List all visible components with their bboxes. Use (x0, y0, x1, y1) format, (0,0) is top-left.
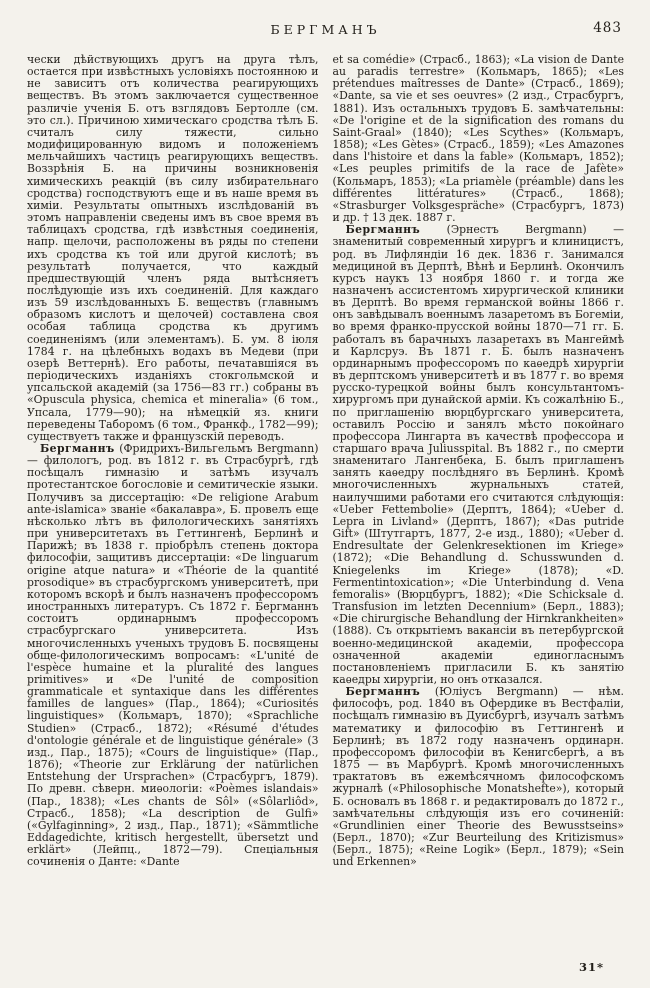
entry-bergmann-julius (333, 686, 625, 868)
page-title: БЕРГМАНЪ (270, 22, 381, 37)
text-columns (27, 54, 624, 868)
body-text: et sa comédie» (Страсб., 1863); «La vision de Dante au paradis terrestre» (Кольмаръ, 1865); «Les prétendues maîtresses de Dante» (Страсб., 1869); «Dante, sa vie et ses oeuvres» (2 изд., Страсбургъ, 1881). Изъ остальныхъ трудовъ Б. замѣчательны: «De l'origine et de la signification des romans du Saint-Graal» (1840); «Les Scythes» (Кольмаръ, 1858); «Les Gètes» (Страсб., 1859); «Les Amazones dans l'histoire et dans la fable» (Кольмаръ, 1852); «Les peuples primitifs de la race de Jafète» (Кольмаръ, 1853); «La priamèle (préamble) dans les différentes littératures» (Страсб., 1868); «Strasburger Volksgespräche» (Страсбургъ, 1873) и др. † 13 дек. 1887 г. (332, 53, 624, 225)
left-column (27, 54, 319, 868)
body-text: (Фридрихъ-Вильгельмъ Bergmann) — филологъ, род. въ 1812 г. въ Страсбургѣ, гдѣ посѣщалъ гимназію и затѣмъ изучалъ протестантское богословіе и семитическіе языки. Получивъ за диссертацію: «De religione Arabum ante-islamica» званіе «бакалавра», Б. провелъ еще нѣсколько лѣтъ въ филологическихъ занятіяхъ при университетахъ въ Геттингенѣ, Берлинѣ и Парижѣ; въ 1838 г. пріобрѣлъ степень доктора философіи, защитивъ диссертаціи: «De linguarum origine atque natura» и «Théorie de la quantité prosodique» въ страсбургскомъ университетѣ, при которомъ вскорѣ и былъ назначенъ профессоромъ иностранныхъ литературъ. Съ 1872 г. Бергманнъ состоитъ ординарнымъ профессоромъ страсбургскаго университета. Изъ многочисленныхъ ученыхъ трудовъ Б. посвящены обще-филологическимъ вопросамъ: «L'unité de l'espèce humaine et la pluralité des langues primitives» и «De l'unité de composition grammaticale et syntaxique dans les différentes familles de langues» (Пар., 1864); «Curiosités linguistiques» (Кольмаръ, 1870); «Sprachliche Studien» (Страсб., 1872); «Résumé d'études d'ontologie générale et de linguistique générale» (3 изд., Пар., 1875); «Cours de linguistique» (Пар., 1876); «Theorie zur Erklärung der natürlichen Entstehung der Ursprachen» (Страсбургъ, 1879). По древн. сѣверн. миѳологіи: «Poèmes islandais» (Пар., 1838); «Les chants de Sôl» («Sôlarliôd», Страсб., 1858); «La description de Gulfi» («Gylfaginning», 2 изд., Пар., 1871); «Sämmtliche Eddagedichte, kritisch hergestellt, übersetzt und erklärt» (Лейпц., 1872—79). Спеціальныя сочиненія о Данте: «Dante (27, 442, 319, 869)
running-head (27, 20, 624, 46)
quire-signature: 31* (578, 960, 604, 974)
entry-bergmann-friedrich (27, 443, 319, 868)
entry-term: Бергманнъ (345, 223, 421, 237)
body-text: (Юліусъ Bergmann) — нѣм. философъ, род. 1840 въ Офердике въ Вестфаліи, посѣщалъ гимназію въ Дуисбургѣ, изучалъ затѣмъ математику и философію въ Геттингенѣ и Берлинѣ; въ 1872 году назначенъ ординарн. профессоромъ философіи въ Кенигсбергѣ, а въ 1875 — въ Марбургѣ. Кромѣ многочисленныхъ трактатовъ въ ежемѣсячномъ философскомъ журналѣ («Philosophische Monatshefte»), который Б. основалъ въ 1868 г. и редактировалъ до 1872 г., замѣчательны слѣдующія изъ его сочиненій: «Grundlinien einer Theorie des Bewusstseins» (Берл., 1870); «Zur Beurteilung des Kritizismus» (Берл., 1875); «Reine Logik» (Берл., 1879); «Sein und Erkennen» (332, 685, 624, 869)
body-text: (Эрнестъ Bergmann) — знаменитый современный хирургъ и клиницистъ, род. въ Лифляндіи 16 дек. 1836 г. Занимался медициной въ Дерптѣ, Вѣнѣ и Берлинѣ. Окончилъ курсъ наукъ 13 ноября 1860 г. и тогда же назначенъ ассистентомъ хирургической клиники въ Дерптѣ. Во время германской войны 1866 г. онъ завѣдывалъ военнымъ лазаретомъ въ Богеміи, во время франко-прусской войны 1870—71 гг. Б. работалъ въ барачныхъ лазаретахъ въ Мангеймѣ и Карлсруэ. Въ 1871 г. Б. былъ назначенъ ординарнымъ профессоромъ по каѳедрѣ хирургіи въ дерптскомъ университетѣ и въ 1877 г. во время русско-турецкой войны былъ консультантомъ-хирургомъ при дунайской арміи. Къ сожалѣнію Б., по приглашенію вюрцбургскаго университета, оставилъ Россію и занялъ мѣсто покойнаго профессора Лингарта въ качествѣ профессора и старшаго врача Juliusspital. Въ 1882 г., по смерти знаменитаго Лангенбека, Б. былъ приглашенъ занять каѳедру послѣдняго въ Берлинѣ. Кромѣ многочисленныхъ журнальныхъ статей, наилучшими работами его считаются слѣдующія: «Ueber Fettembolie» (Дерптъ, 1864); «Ueber d. Lepra in Livland» (Дерптъ, 1867); «Das putride Gift» (Штутгартъ, 1877, 2-е изд., 1880); «Ueber d. Endresultate der Gelenkresektionen im Kriege» (1872); «Die Behandlung d. Schusswunden d. Kniegelenks im Kriege» (1878); «D. Fermentintoxication»; «Die Unterbindung d. Vena femoralis» (Вюрцбургъ, 1882); «Die Schicksale d. Transfusion im letzten Decennium» (Берл., 1883); «Die chirurgische Behandlung der Hirnkrankheiten» (1888). Съ открытіемъ вакансіи въ петербургской военно-медицинской академіи, профессора означенной академіи единогласнымъ постановленіемъ пригласили Б. къ занятію каѳедры хирургіи, но онъ отказался. (332, 223, 624, 686)
entry-bergmann-ernst (333, 224, 625, 686)
page-number: 483 (593, 20, 622, 36)
paragraph-continuation (333, 54, 625, 224)
right-column (333, 54, 625, 868)
paragraph-continuation (27, 54, 319, 443)
body-text: чески дѣйствующихъ другъ на друга тѣлъ, остается при извѣстныхъ условіяхъ постоянною и не зависитъ отъ количества реагирующихъ веществъ. Въ этомъ заключается существенное различіе ученія Б. отъ взглядовъ Бертолле (см. это сл.). Причиною химическаго сродства тѣлъ Б. считалъ силу тяжести, сильно модифицированную видомъ и положеніемъ мельчайшихъ частицъ реагирующихъ веществъ. Воззрѣнія Б. на причины возникновенія химическихъ реакцій (въ силу избирательнаго сродства) господствуютъ еще и въ наше время въ химіи. Результаты опытныхъ изслѣдованій въ этомъ направленіи сведены имъ въ свое время въ таблицахъ сродства, гдѣ извѣстныя соединенія, напр. щелочи, расположены въ ряды по степени ихъ сродства къ той или другой кислотѣ; въ результатѣ получается, что каждый предшествующій членъ ряда вытѣсняетъ послѣдующіе изъ ихъ соединеній. Для каждаго изъ 59 изслѣдованныхъ Б. веществъ (главнымъ образомъ кислотъ и щелочей) составлена своя особая таблица сродства къ другимъ соединеніямъ (или элементамъ). Б. ум. 8 іюля 1784 г. на цѣлебныхъ водахъ въ Медеви (при озерѣ Веттернѣ). Его работы, печатавшіяся въ періодическихъ изданіяхъ стокгольмской и упсальской академій (за 1756—83 гг.) собраны въ «Opuscula physica, chemica et mineralia» (6 том., Упсала, 1779—90); на нѣмецкій яз. книги переведены Таборомъ (6 том., Франкф., 1782—99); существуетъ также и французскій переводъ. (27, 53, 319, 443)
entry-term: Бергманнъ (345, 685, 421, 699)
entry-term: Бергманнъ (40, 442, 115, 455)
